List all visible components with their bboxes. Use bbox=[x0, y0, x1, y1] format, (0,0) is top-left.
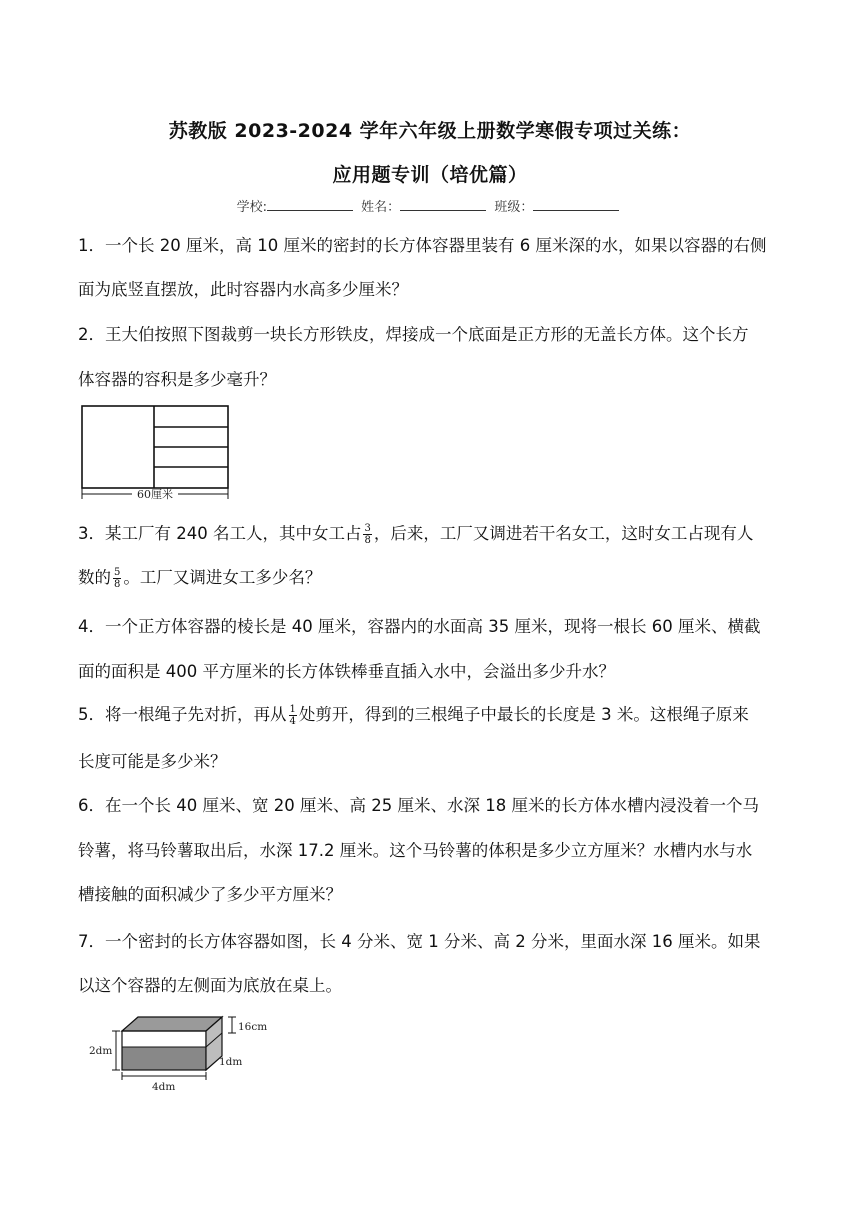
q3-text-b: ，后来，工厂又调进若干名女工，这时女工占现有人 bbox=[373, 524, 754, 543]
question-2-line-1: 2．王大伯按照下图裁剪一块长方形铁皮，焊接成一个底面是正方形的无盖长方体。这个长方 bbox=[78, 325, 749, 344]
title-line-2: 应用题专训（培优篇） bbox=[332, 164, 528, 186]
class-blank[interactable] bbox=[533, 198, 619, 211]
question-4-line-2: 面的面积是 400 平方厘米的长方体铁棒垂直插入水中，会溢出多少升水？ bbox=[78, 662, 615, 681]
container-figure bbox=[86, 1004, 282, 1092]
question-5-line-2: 长度可能是多少米？ bbox=[78, 752, 227, 771]
question-3-line-1 bbox=[78, 520, 800, 546]
question-7-line-2: 以这个容器的左侧面为底放在桌上。 bbox=[78, 976, 342, 995]
question-7-line-1: 7．一个密封的长方体容器如图，长 4 分米、宽 1 分米、高 2 分米，里面水深 16 厘米。如果 bbox=[78, 932, 761, 951]
question-6-line-1: 6．在一个长 40 厘米、宽 20 厘米、高 25 厘米、水深 18 厘米的长方体水槽内浸没着一个马 bbox=[78, 796, 759, 815]
fraction-one-quarter bbox=[289, 704, 297, 727]
frac-denominator: 4 bbox=[289, 716, 296, 727]
q3-text-c: 数的 bbox=[78, 568, 111, 587]
frac-numerator: 3 bbox=[364, 523, 371, 534]
question-2-line-2: 体容器的容积是多少毫升？ bbox=[78, 370, 276, 389]
water-depth-label: 16cm bbox=[238, 1021, 268, 1033]
class-label: 班级： bbox=[494, 200, 534, 215]
q3-text-a: 3．某工厂有 240 名工人，其中女工占 bbox=[78, 524, 362, 543]
school-label: 学校: bbox=[236, 200, 268, 215]
question-1-line-2: 面为底竖直摆放，此时容器内水高多少厘米？ bbox=[78, 280, 408, 299]
fraction-three-eighths bbox=[363, 523, 371, 546]
q3-text-d: 。工厂又调进女工多少名？ bbox=[123, 568, 322, 587]
question-1-line-1: 1．一个长 20 厘米，高 10 厘米的密封的长方体容器里装有 6 厘米深的水，如果以容器的右侧 bbox=[78, 236, 767, 255]
water-top-face bbox=[122, 1017, 222, 1031]
q5-text-b: 处剪开，得到的三根绳子中最长的长度是 3 米。这根绳子原来 bbox=[298, 705, 749, 724]
question-4-line-1: 4．一个正方体容器的棱长是 40 厘米，容器内的水面高 35 厘米，现将一根长 60 厘米、横截 bbox=[78, 617, 761, 636]
question-5-line-1 bbox=[78, 701, 800, 727]
frac-denominator: 8 bbox=[114, 579, 121, 590]
question-6-line-2: 铃薯，将马铃薯取出后，水深 17.2 厘米。这个马铃薯的体积是多少立方厘米？水槽内水与水 bbox=[78, 841, 753, 860]
title-line-1: 苏教版 2023-2024 学年六年级上册数学寒假专项过关练： bbox=[168, 120, 692, 142]
student-info-row bbox=[0, 196, 860, 215]
name-blank[interactable] bbox=[400, 198, 486, 211]
dim-label: 60厘米 bbox=[137, 488, 173, 501]
frac-denominator: 8 bbox=[364, 535, 371, 546]
school-blank[interactable] bbox=[267, 198, 353, 211]
width-label: 1dm bbox=[219, 1056, 243, 1068]
height-label: 2dm bbox=[89, 1045, 113, 1057]
name-label: 姓名： bbox=[361, 200, 401, 215]
water-front-face bbox=[122, 1047, 206, 1070]
frac-numerator: 1 bbox=[289, 704, 296, 715]
iron-sheet-figure bbox=[78, 402, 238, 504]
question-3-line-2 bbox=[78, 564, 800, 590]
fraction-five-eighths bbox=[113, 567, 121, 590]
question-6-line-3: 槽接触的面积减少了多少平方厘米？ bbox=[78, 885, 342, 904]
q5-text-a: 5．将一根绳子先对折，再从 bbox=[78, 705, 287, 724]
length-label: 4dm bbox=[152, 1081, 176, 1092]
frac-numerator: 5 bbox=[114, 567, 121, 578]
